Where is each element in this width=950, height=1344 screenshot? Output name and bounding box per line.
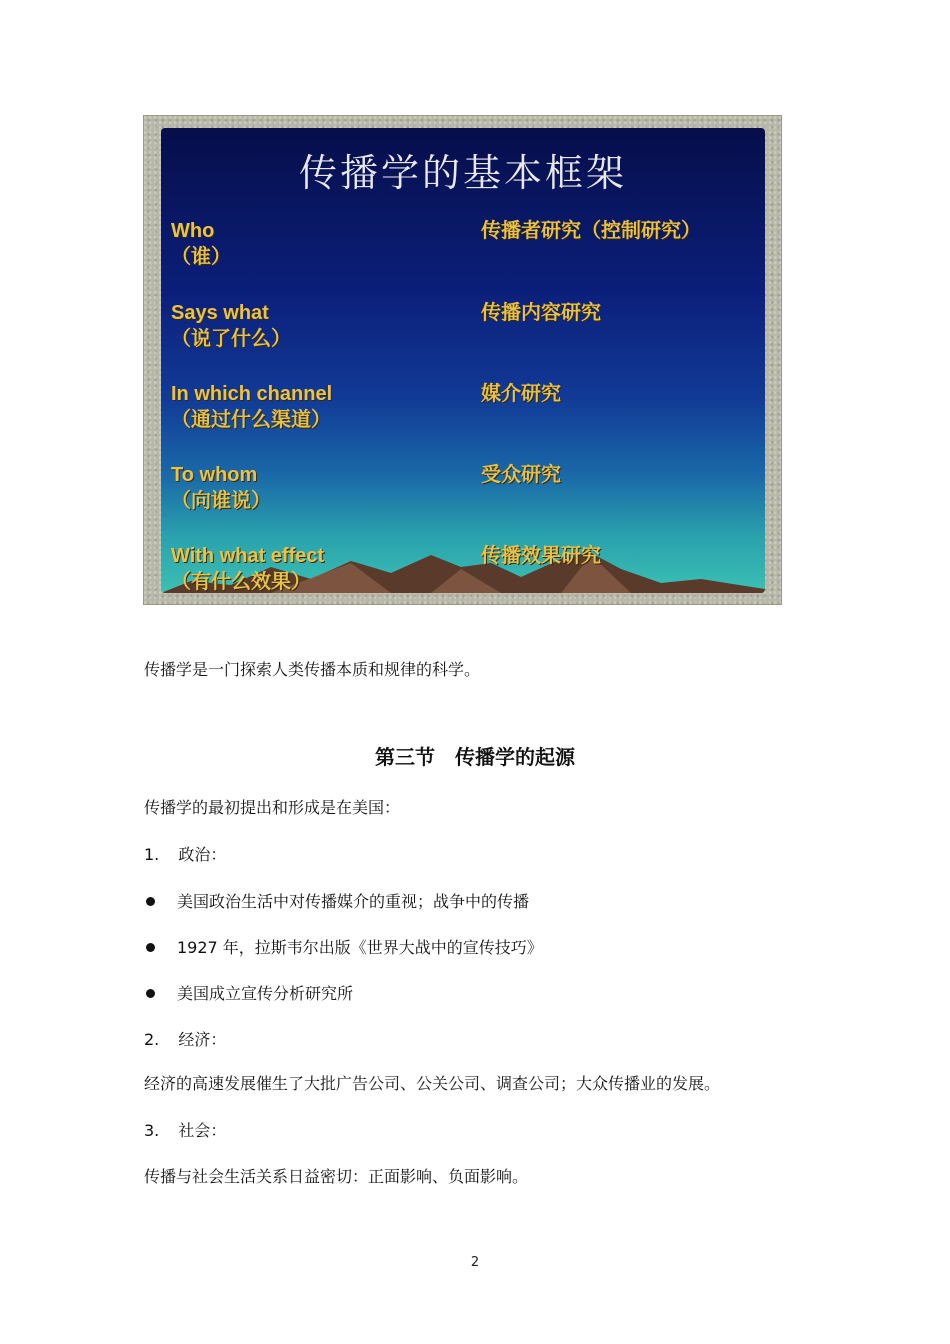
slide-row-cn: （通过什么渠道） — [171, 409, 331, 431]
section-number: 第三节 — [375, 745, 435, 769]
slide-row-en: In which channel — [171, 383, 333, 405]
list-number: 2. — [144, 1030, 160, 1049]
society-paragraph: 传播与社会生活关系日益密切：正面影响、负面影响。 — [144, 1167, 529, 1186]
list-number: 3. — [144, 1121, 160, 1140]
slide-row-en: With what effect — [171, 545, 325, 567]
slide-row-who — [171, 218, 231, 270]
slide-row-cn: （谁） — [171, 246, 231, 268]
slide-row-to-whom — [171, 462, 271, 514]
slide-image — [143, 115, 782, 605]
slide-research-effect: 传播效果研究 — [481, 545, 601, 567]
bullet-item: 美国成立宣传分析研究所 — [177, 984, 354, 1003]
slide-row-cn: （说了什么） — [171, 328, 291, 350]
bullet-icon — [146, 943, 155, 952]
slide-row-en: Who — [171, 220, 215, 242]
bullet-icon — [146, 897, 155, 906]
slide-row-en: Says what — [171, 302, 269, 324]
section-heading — [0, 741, 950, 770]
bullet-item: 美国政治生活中对传播媒介的重视；战争中的传播 — [177, 892, 530, 911]
section-title: 传播学的起源 — [455, 745, 575, 769]
slide-research-says-what: 传播内容研究 — [481, 302, 601, 324]
list-label: 社会： — [178, 1121, 227, 1140]
list-item-society — [144, 1120, 226, 1142]
slide-research-who: 传播者研究（控制研究） — [481, 220, 701, 242]
list-item-economy — [144, 1029, 226, 1051]
slide-research-channel: 媒介研究 — [481, 383, 561, 405]
slide-panel — [161, 128, 765, 593]
slide-title: 传播学的基本框架 — [298, 151, 627, 195]
economy-paragraph: 经济的高速发展催生了大批广告公司、公关公司、调查公司；大众传播业的发展。 — [144, 1074, 721, 1093]
slide-row-channel — [171, 381, 332, 433]
list-label: 政治： — [178, 845, 227, 864]
lead-paragraph: 传播学的最初提出和形成是在美国： — [144, 798, 401, 817]
page-number: 2 — [470, 1255, 480, 1270]
slide-row-cn: （有什么效果） — [171, 571, 311, 593]
bullet-icon — [146, 989, 155, 998]
intro-paragraph: 传播学是一门探索人类传播本质和规律的科学。 — [144, 660, 481, 679]
slide-research-to-whom: 受众研究 — [481, 464, 561, 486]
bullet-item: 1927 年，拉斯韦尔出版《世界大战中的宣传技巧》 — [177, 938, 543, 957]
slide-row-cn: （向谁说） — [171, 490, 271, 512]
slide-row-says-what — [171, 300, 291, 352]
list-label: 经济： — [178, 1030, 227, 1049]
list-number: 1. — [144, 845, 160, 864]
slide-row-en: To whom — [171, 464, 258, 486]
slide-row-effect — [171, 543, 324, 593]
list-item-politics — [144, 844, 226, 866]
